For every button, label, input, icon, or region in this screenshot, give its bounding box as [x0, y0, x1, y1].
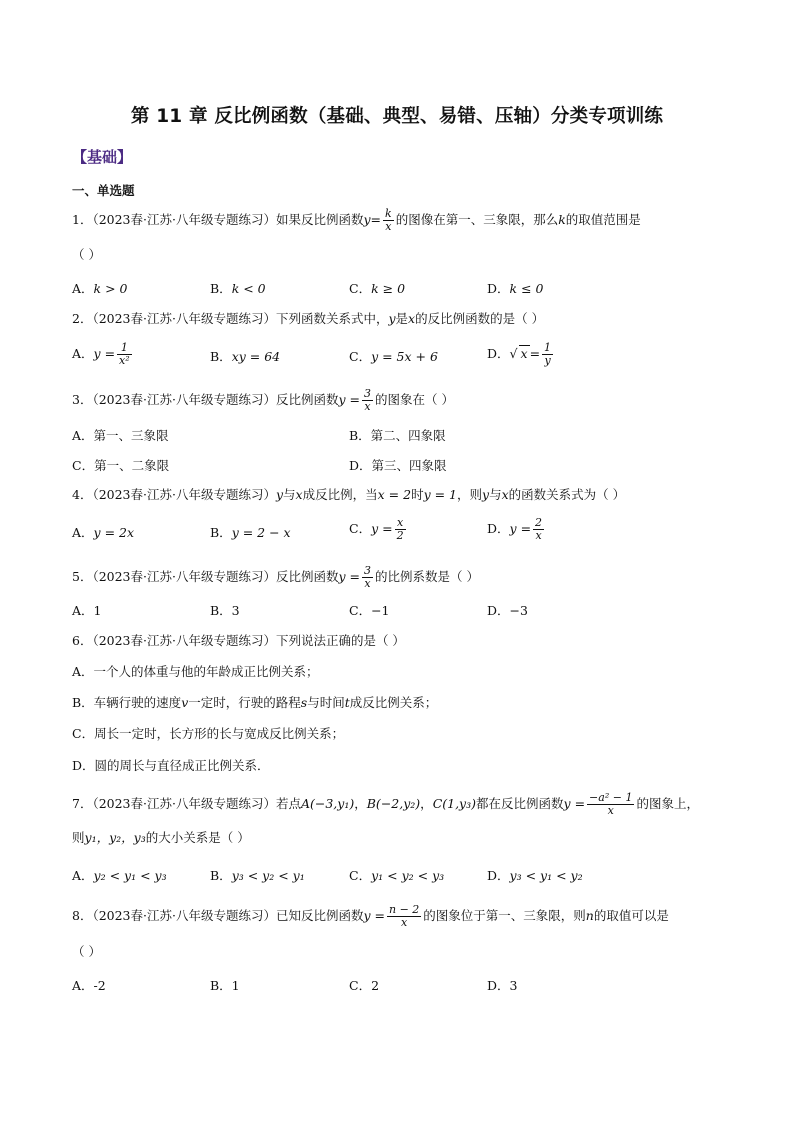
- question-7-option-d[interactable]: D．y₃ < y₁ < y₂: [487, 868, 583, 883]
- question-6-option-a[interactable]: A．一个人的体重与他的年龄成正比例关系；: [72, 664, 319, 679]
- question-7-stem: 7．（2023春·江苏·八年级专题练习）若点A(−3,y₁)，B(−2,y₂)，C(1,y₃)都在反比例函数y = $\frac{\text{−a² − 1}}{x}$ 的图象上，: [72, 791, 699, 817]
- fraction: $\frac{n - 2}{x}$: [388, 903, 420, 929]
- fraction: $\frac{3}{x}$: [363, 387, 371, 413]
- question-3-option-c[interactable]: C．第一、二象限: [72, 458, 170, 473]
- section-heading: 一、单选题: [72, 183, 135, 198]
- question-1-stem: 1．（2023春·江苏·八年级专题练习）如果反比例函数y= $\frac{k}{x}$ 的图像在第一、三象限，那么k的取值范围是: [72, 207, 641, 233]
- question-5-option-d[interactable]: D．−3: [487, 603, 528, 618]
- question-2-option-c[interactable]: C．y = 5x + 6: [349, 349, 438, 364]
- question-2-stem: 2．（2023春·江苏·八年级专题练习）下列函数关系式中，y是x的反比例函数的是（ ）: [72, 311, 545, 326]
- question-5-option-c[interactable]: C．−1: [349, 603, 390, 618]
- question-6-stem: 6．（2023春·江苏·八年级专题练习）下列说法正确的是（ ）: [72, 633, 405, 648]
- question-4-option-c[interactable]: C．y = $\frac{x}{2}$: [349, 516, 404, 542]
- question-2-option-d[interactable]: D．√ x = $\frac{1}{y}$: [487, 341, 552, 367]
- question-7-option-b[interactable]: B．y₃ < y₂ < y₁: [210, 868, 305, 883]
- question-5-option-b[interactable]: B．3: [210, 603, 240, 618]
- fraction: $\frac{3}{x}$: [363, 564, 371, 590]
- question-8-option-c[interactable]: C．2: [349, 978, 380, 993]
- question-1-option-a[interactable]: A．k > 0: [72, 281, 128, 296]
- question-6-option-c[interactable]: C．周长一定时，长方形的长与宽成反比例关系；: [72, 726, 345, 741]
- sqrt-symbol: √: [509, 346, 518, 361]
- section-badge: 【基础】: [72, 148, 133, 166]
- question-1-option-c[interactable]: C．k ≥ 0: [349, 281, 406, 296]
- fraction: $\frac{2}{x}$: [535, 516, 543, 542]
- question-2-option-a[interactable]: A．y = $\frac{1}{\text{x²}}$: [72, 341, 130, 367]
- question-7-option-a[interactable]: A．y₂ < y₁ < y₃: [72, 868, 167, 883]
- fraction: $\frac{k}{x}$: [385, 207, 392, 233]
- question-8-option-a[interactable]: A．-2: [72, 978, 106, 993]
- question-3-option-b[interactable]: B．第二、四象限: [349, 428, 446, 443]
- question-7-line-2: 则y₁，y₂，y₃的大小关系是（ ）: [72, 830, 250, 845]
- question-3-option-d[interactable]: D．第三、四象限: [349, 458, 447, 473]
- question-4-option-b[interactable]: B．y = 2 − x: [210, 525, 291, 540]
- question-5-stem: 5．（2023春·江苏·八年级专题练习）反比例函数y = $\frac{3}{x}$ 的比例系数是（ ）: [72, 564, 479, 590]
- question-4-stem: 4．（2023春·江苏·八年级专题练习）y与x成反比例，当x = 2时y = 1，则y与x的函数关系式为（ ）: [72, 487, 626, 502]
- question-2-option-b[interactable]: B．xy = 64: [210, 349, 281, 364]
- question-5-option-a[interactable]: A．1: [72, 603, 102, 618]
- question-8-option-d[interactable]: D．3: [487, 978, 518, 993]
- fraction: $\frac{x}{2}$: [396, 516, 404, 542]
- page-title: 第 11 章 反比例函数（基础、典型、易错、压轴）分类专项训练: [130, 106, 664, 127]
- question-1-option-b[interactable]: B．k < 0: [210, 281, 266, 296]
- question-6-option-b[interactable]: B．车辆行驶的速度v一定时，行驶的路程s与时间t成反比例关系；: [72, 695, 438, 710]
- fraction: $\frac{1}{\text{x²}}$: [119, 341, 130, 367]
- question-8-stem: 8．（2023春·江苏·八年级专题练习）已知反比例函数y = $\frac{n - 2}{x}$ 的图象位于第一、三象限，则n的取值可以是: [72, 903, 669, 929]
- fraction: $\frac{\text{−a² − 1}}{x}$: [589, 791, 633, 817]
- question-4-option-a[interactable]: A．y = 2x: [72, 525, 135, 540]
- question-7-option-c[interactable]: C．y₁ < y₂ < y₃: [349, 868, 445, 883]
- question-4-option-d[interactable]: D．y = $\frac{2}{x}$: [487, 516, 543, 542]
- question-6-option-d[interactable]: D．圆的周长与直径成正比例关系．: [72, 758, 270, 773]
- question-8-paren: （ ）: [72, 944, 101, 959]
- question-3-option-a[interactable]: A．第一、三象限: [72, 428, 169, 443]
- question-1-paren: （ ）: [72, 247, 101, 262]
- fraction: $\frac{1}{y}$: [544, 341, 552, 367]
- question-1-option-d[interactable]: D．k ≤ 0: [487, 281, 544, 296]
- question-3-stem: 3．（2023春·江苏·八年级专题练习）反比例函数y = $\frac{3}{x}$ 的图象在（ ）: [72, 387, 454, 413]
- question-8-option-b[interactable]: B．1: [210, 978, 240, 993]
